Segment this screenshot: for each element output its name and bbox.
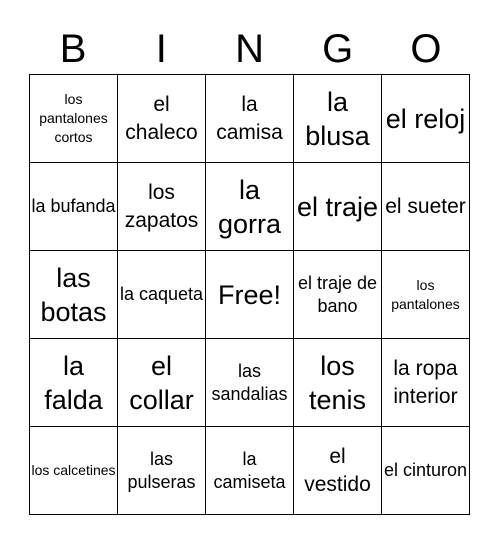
bingo-cell-r2c3[interactable] bbox=[206, 163, 294, 251]
bingo-card-grid bbox=[29, 74, 470, 515]
bingo-cell-r2c1[interactable] bbox=[30, 163, 118, 251]
bingo-cell-r1c1[interactable] bbox=[30, 75, 118, 163]
bingo-cell-r2c4[interactable] bbox=[294, 163, 382, 251]
header-letter-g: G bbox=[322, 27, 354, 71]
bingo-cell-r5c2[interactable] bbox=[118, 427, 206, 515]
cell-text: los calcetines bbox=[31, 462, 116, 478]
bingo-cell-r3c5[interactable] bbox=[382, 251, 470, 339]
cell-text: los zapatos bbox=[124, 180, 199, 232]
bingo-cell-r5c4[interactable] bbox=[294, 427, 382, 515]
bingo-cell-r3c2[interactable] bbox=[118, 251, 206, 339]
cell-text: el cinturon bbox=[383, 460, 468, 480]
bingo-cell-r2c2[interactable] bbox=[118, 163, 206, 251]
header-letter-n: N bbox=[235, 27, 264, 71]
cell-text: la camiseta bbox=[213, 448, 286, 492]
bingo-cell-r5c1[interactable] bbox=[30, 427, 118, 515]
bingo-cell-r5c5[interactable] bbox=[382, 427, 470, 515]
cell-text: la falda bbox=[44, 350, 103, 415]
bingo-cell-r1c2[interactable] bbox=[118, 75, 206, 163]
cell-text: la bufanda bbox=[31, 196, 116, 216]
bingo-cell-r1c4[interactable] bbox=[294, 75, 382, 163]
free-space-text: Free! bbox=[217, 279, 282, 310]
bingo-cell-r3c1[interactable] bbox=[30, 251, 118, 339]
bingo-cell-r1c5[interactable] bbox=[382, 75, 470, 163]
bingo-header bbox=[29, 24, 470, 74]
cell-text: la blusa bbox=[305, 86, 370, 151]
bingo-cell-r5c3[interactable] bbox=[206, 427, 294, 515]
cell-text: el collar bbox=[129, 350, 194, 415]
header-letter-o: O bbox=[410, 27, 442, 71]
cell-text: las pulseras bbox=[127, 448, 196, 492]
cell-text: las botas bbox=[40, 262, 107, 327]
cell-text: los pantalones cortos bbox=[39, 91, 108, 145]
cell-text: el traje de bano bbox=[297, 272, 378, 316]
cell-text: el reloj bbox=[385, 103, 466, 134]
header-letter-i: I bbox=[155, 27, 167, 71]
cell-text: el vestido bbox=[304, 444, 371, 496]
cell-text: las sandalias bbox=[211, 360, 288, 404]
cell-text: el sueter bbox=[385, 194, 466, 218]
cell-text: los pantalones bbox=[391, 276, 460, 312]
bingo-cell-r4c2[interactable] bbox=[118, 339, 206, 427]
cell-text: la camisa bbox=[216, 92, 283, 144]
cell-text: el chaleco bbox=[125, 92, 198, 144]
bingo-cell-r4c1[interactable] bbox=[30, 339, 118, 427]
bingo-cell-r2c5[interactable] bbox=[382, 163, 470, 251]
bingo-cell-r4c5[interactable] bbox=[382, 339, 470, 427]
bingo-cell-r4c4[interactable] bbox=[294, 339, 382, 427]
bingo-cell-r1c3[interactable] bbox=[206, 75, 294, 163]
bingo-cell-r4c3[interactable] bbox=[206, 339, 294, 427]
cell-text: la ropa interior bbox=[393, 356, 458, 408]
cell-text: la caqueta bbox=[119, 284, 204, 304]
cell-text: la gorra bbox=[217, 174, 282, 239]
header-letter-b: B bbox=[59, 27, 87, 71]
cell-text: los tenis bbox=[308, 350, 367, 415]
bingo-cell-r3c4[interactable] bbox=[294, 251, 382, 339]
cell-text: el traje bbox=[296, 191, 379, 222]
bingo-cell-r3c3-free[interactable] bbox=[206, 251, 294, 339]
